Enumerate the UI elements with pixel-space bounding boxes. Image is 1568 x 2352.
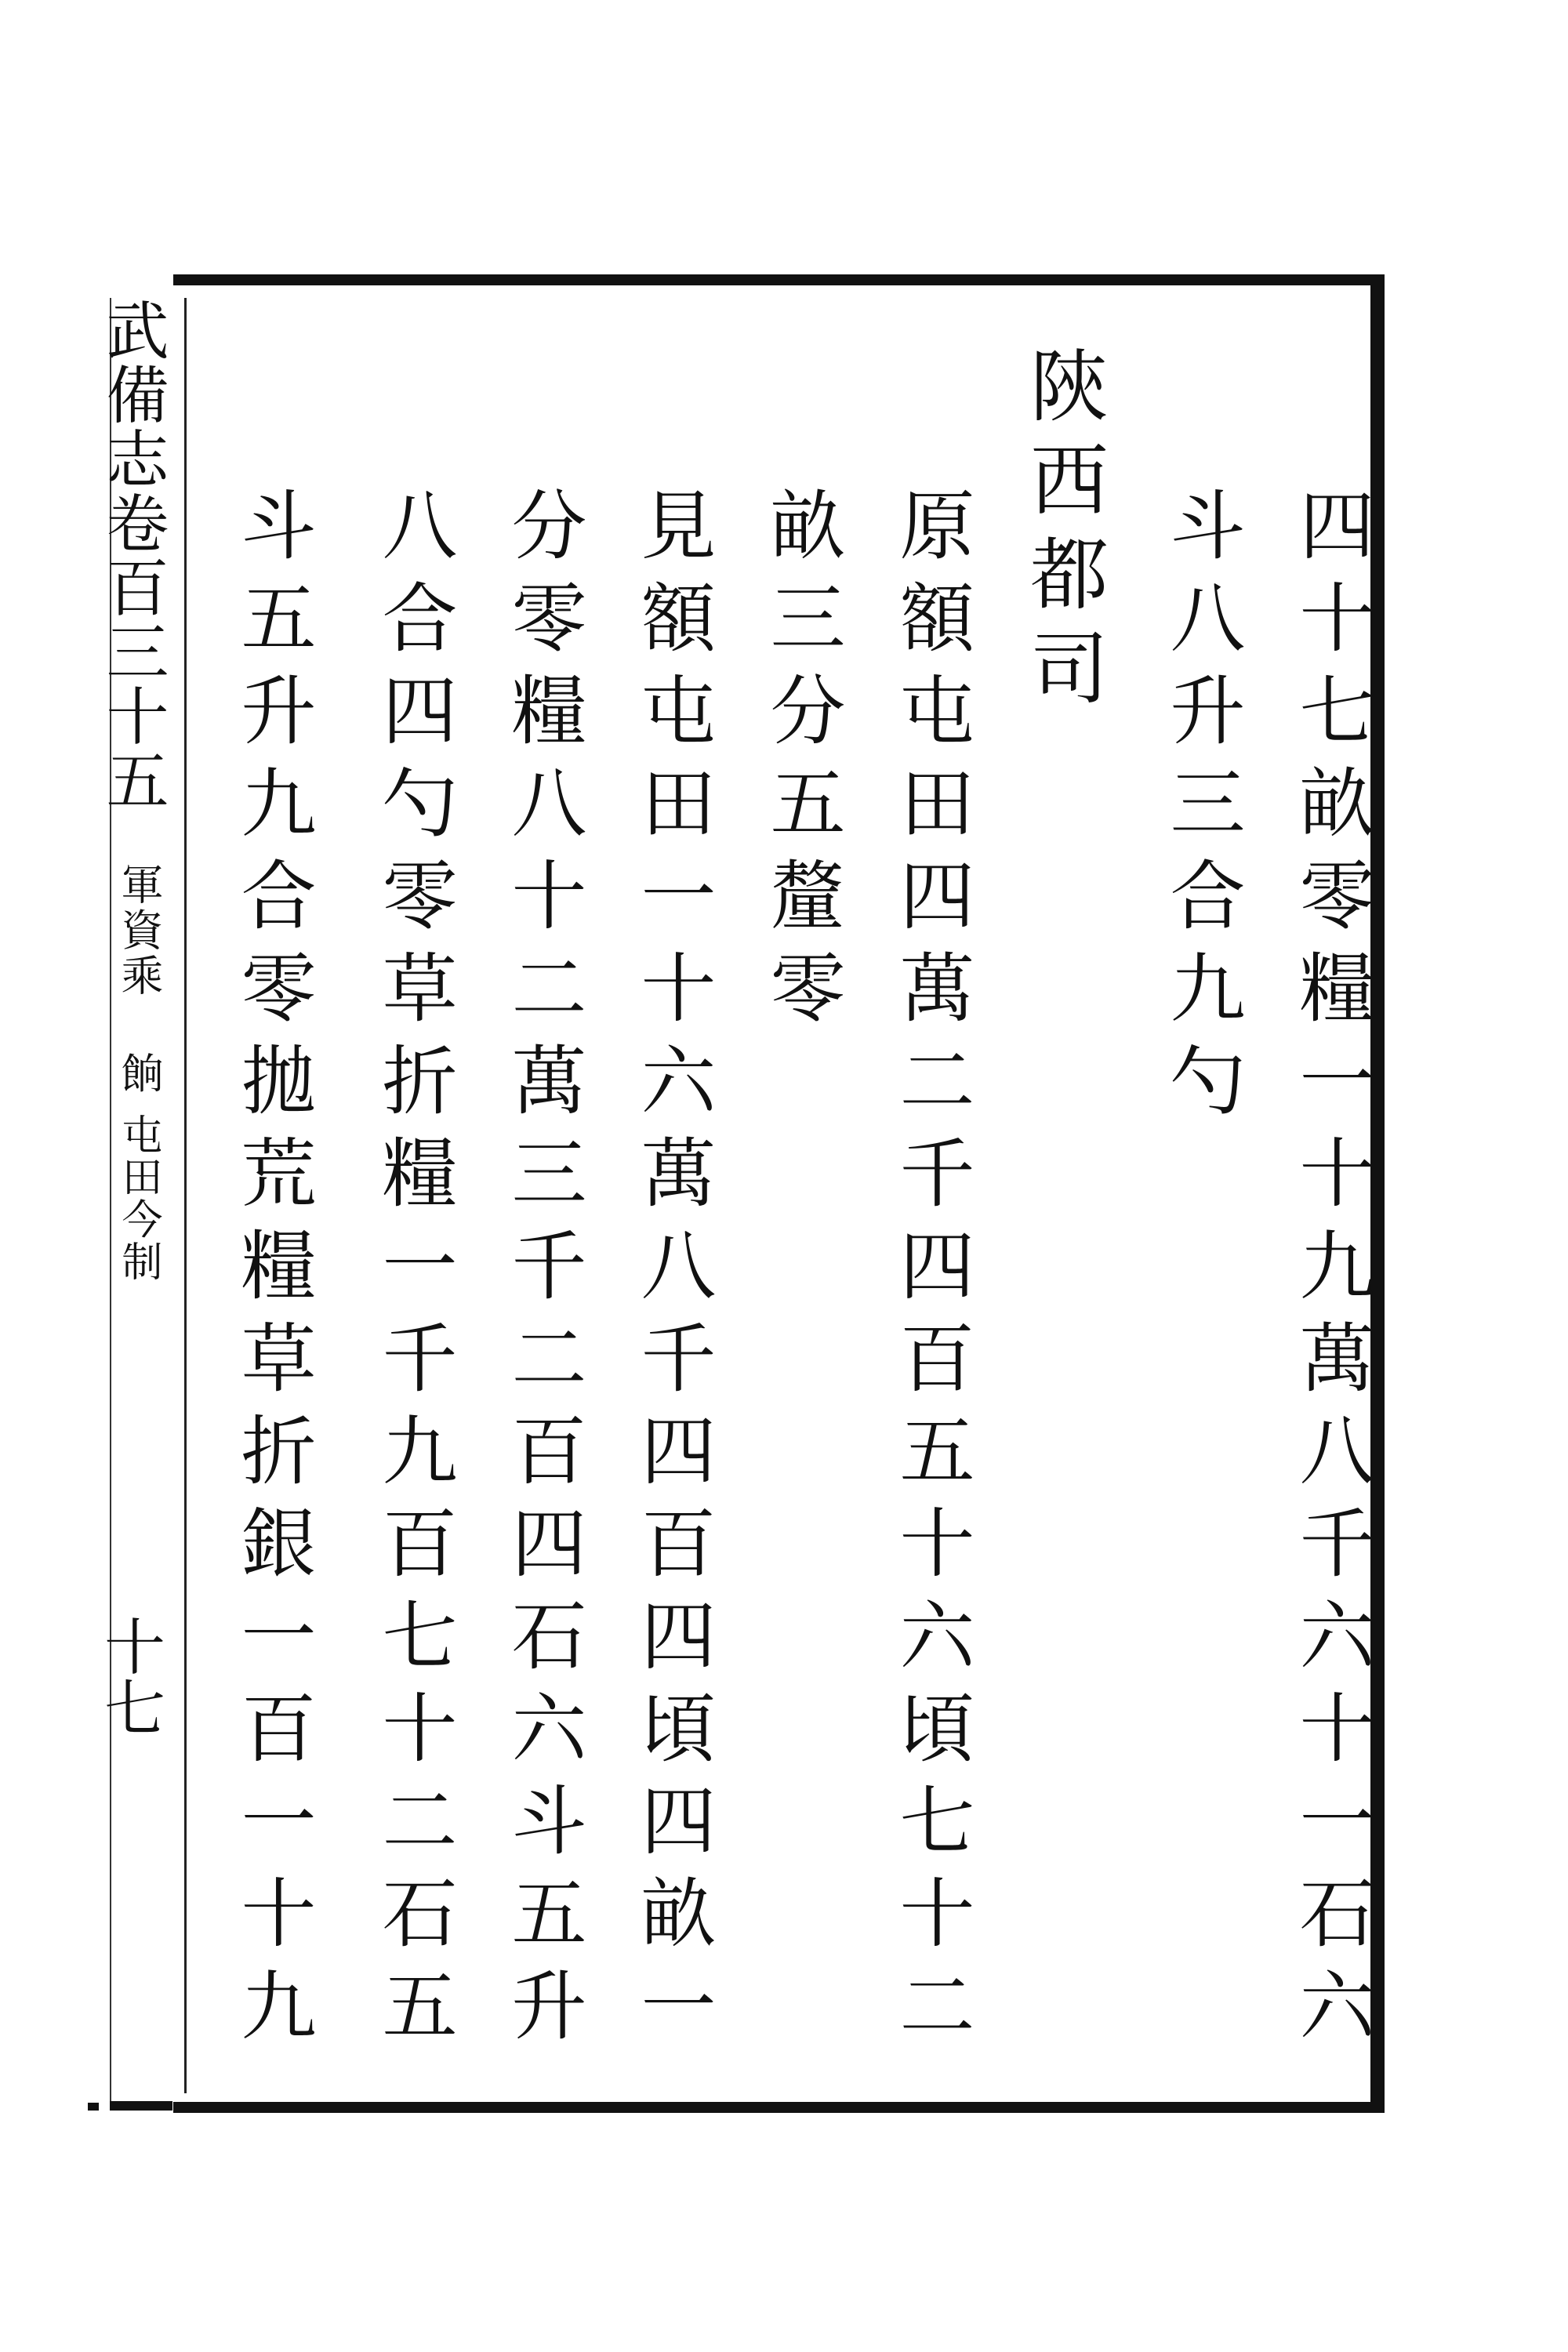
section-name: 軍資乘 xyxy=(114,862,164,999)
text-column-2: 斗八升三合九勺 xyxy=(1158,486,1246,1134)
text-column-4: 原額屯田四萬二千四百五十六頃七十二 xyxy=(887,486,975,2059)
text-column-6: 見額屯田一十六萬八千四百四頃四畝一 xyxy=(629,486,717,2059)
inner-rule xyxy=(184,298,187,2093)
bottom-rule-mark xyxy=(110,2101,172,2111)
topic-label: 屯田今制 xyxy=(114,1113,162,1283)
margin-column xyxy=(94,298,180,2101)
text-column-5: 畝三分五釐零 xyxy=(758,486,846,1041)
book-title: 武備志卷百三十五 xyxy=(96,298,169,812)
bottom-rule-mark-left xyxy=(88,2103,99,2111)
section-heading: 陝西都司 xyxy=(1017,345,1109,721)
page-number: 十七 xyxy=(94,1615,165,1737)
text-column-1: 四十七畝零糧一十九萬八千六十一石六 xyxy=(1287,486,1375,2059)
section-label xyxy=(114,862,164,1097)
text-column-8: 八合四勺零草折糧一千九百七十二石五 xyxy=(370,486,458,2059)
text-column-9: 斗五升九合零拋荒糧草折銀一百一十九 xyxy=(229,486,317,2059)
subsection-name: 餉 xyxy=(114,1051,164,1097)
text-column-7: 分零糧八十二萬三千二百四石六斗五升 xyxy=(499,486,587,2059)
